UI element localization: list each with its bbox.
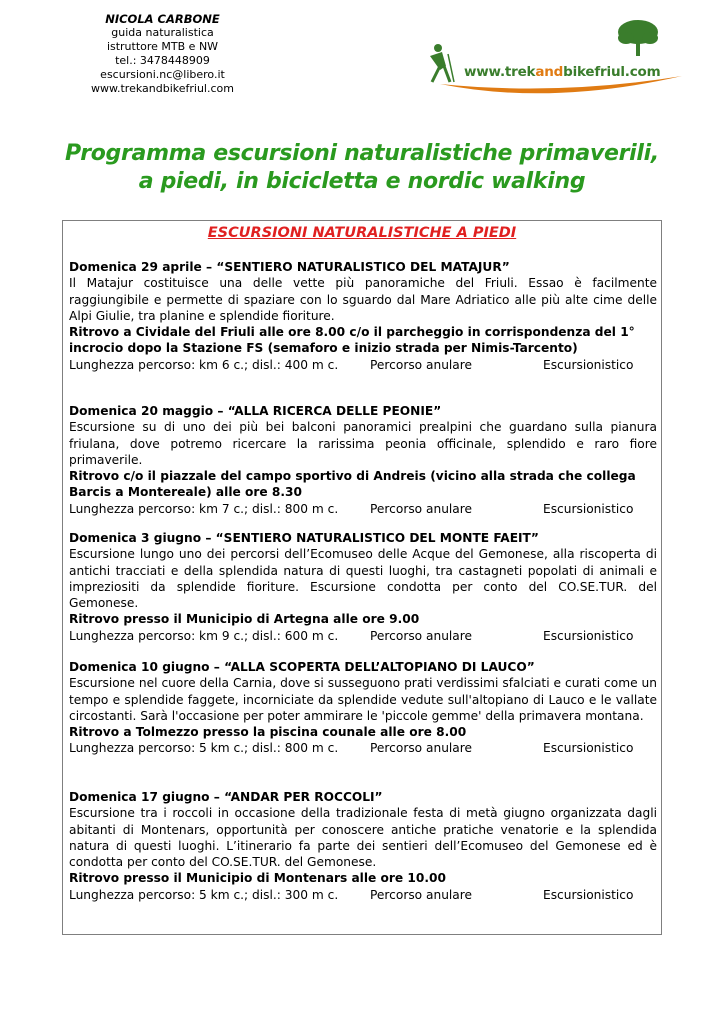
guide-name: NICOLA CARBONE xyxy=(105,12,220,26)
page-title xyxy=(0,140,724,196)
event-type: Escursionistico xyxy=(543,628,634,643)
event-length: Lunghezza percorso: km 9 c.; disl.: 600 m c. xyxy=(69,628,339,643)
event-info xyxy=(69,357,657,373)
event-heading: Domenica 3 giugno – “SENTIERO NATURALISTICO DEL MONTE FAEIT” xyxy=(69,531,539,545)
event-length: Lunghezza percorso: 5 km c.; disl.: 300 m c. xyxy=(69,887,339,902)
event-route: Percorso anulare xyxy=(370,741,473,756)
event-description: Escursione lungo uno dei percorsi dell’Ecomuseo delle Acque del Gemonese, alla riscoperta di antichi tracciati e della splendida natura di questi luoghi, tra castagneti popolati di animali e impreziositi da splendide fioriture. Escursione condotta per conto del CO.SE.TUR. del Gemonese. xyxy=(69,547,657,611)
event-route: Percorso anulare xyxy=(370,357,473,372)
tree-icon xyxy=(618,20,658,56)
event-meeting: Ritrovo presso il Municipio di Montenars alle ore 10.00 xyxy=(69,871,446,886)
site-logo[interactable] xyxy=(420,18,690,98)
event-type: Escursionistico xyxy=(543,887,634,902)
event-heading: Domenica 29 aprile – “SENTIERO NATURALISTICO DEL MATAJUR” xyxy=(69,260,510,274)
logo-text-prefix: www.trek xyxy=(464,64,536,80)
event-route: Percorso anulare xyxy=(370,501,473,516)
event-type: Escursionistico xyxy=(543,501,634,516)
event-meeting: Ritrovo a Cividale del Friuli alle ore 8.00 c/o il parcheggio in corrispondenza del 1° incrocio dopo la Stazione FS (semaforo e inizio strada per Nimis-Tarcento) xyxy=(69,325,635,356)
event-description: Il Matajur costituisce una delle vette più panoramiche del Friuli. Essao è facilmente raggiungibile e permette di spaziare con lo sguardo dal Mare Adriatico alle più alte cime delle Alpi Giulie, tra planine e splendide fioriture. xyxy=(69,276,657,323)
event-type: Escursionistico xyxy=(543,741,634,756)
event-description: Escursione tra i roccoli in occasione della tradizionale festa di metà giugno organizzata dagli abitanti di Montenars, opportunità per conoscere antiche pratiche venatorie e la splendida natura di questi luoghi. L’itinerario fa parte dei sentieri dell’Ecomuseo del Gemonese ed è condotta per conto del CO.SE.TUR. del Gemonese. xyxy=(69,806,657,870)
event-item xyxy=(69,789,657,903)
event-info xyxy=(69,501,657,517)
event-heading: Domenica 20 maggio – “ALLA RICERCA DELLE PEONIE” xyxy=(69,404,442,418)
event-description: Escursione su di uno dei più bei balconi panoramici prealpini che guardano sulla pianura friulana, dove potremo ricercare la rarissima peonia officinale, splendido e raro fiore primaverile. xyxy=(69,420,657,467)
event-item xyxy=(69,403,657,517)
contact-block xyxy=(70,12,255,96)
event-info xyxy=(69,628,657,644)
logo-text xyxy=(464,64,660,80)
event-description: Escursione nel cuore della Carnia, dove si susseguono prati verdissimi sfalciati e curati come un tempo e splendide faggete, incorniciate da splendide vedute sull'altopiano di Lauco e le vallate circostanti. Sarà l'occasione per poter ammirare le 'piccole gemme' della primavera montana. xyxy=(69,676,657,723)
event-meeting: Ritrovo c/o il piazzale del campo sportivo di Andreis (vicino alla strada che collega Barcis a Montereale) alle ore 8.30 xyxy=(69,469,636,500)
event-length: Lunghezza percorso: 5 km c.; disl.: 800 m c. xyxy=(69,741,339,756)
event-route: Percorso anulare xyxy=(370,628,473,643)
event-route: Percorso anulare xyxy=(370,887,473,902)
event-type: Escursionistico xyxy=(543,357,634,372)
event-info xyxy=(69,887,657,903)
event-meeting: Ritrovo presso il Municipio di Artegna alle ore 9.00 xyxy=(69,612,420,627)
contact-line-role: guida naturalistica xyxy=(111,26,214,39)
page-title-line-1: Programma escursioni naturalistiche primaverili, xyxy=(65,141,659,166)
event-item xyxy=(69,530,657,644)
contact-line-phone: tel.: 3478448909 xyxy=(115,54,210,67)
contact-line-website[interactable]: www.trekandbikefriul.com xyxy=(91,82,234,95)
event-meeting: Ritrovo a Tolmezzo presso la piscina counale alle ore 8.00 xyxy=(69,725,467,740)
contact-line-email[interactable]: escursioni.nc@libero.it xyxy=(100,68,225,81)
event-length: Lunghezza percorso: km 6 c.; disl.: 400 m c. xyxy=(69,357,339,372)
event-item xyxy=(69,259,657,373)
event-heading: Domenica 10 giugno – “ALLA SCOPERTA DELL’ALTOPIANO DI LAUCO” xyxy=(69,660,535,674)
section-title: ESCURSIONI NATURALISTICHE A PIEDI xyxy=(207,225,517,241)
logo-text-mid: and xyxy=(535,64,564,80)
event-heading: Domenica 17 giugno – “ANDAR PER ROCCOLI” xyxy=(69,790,383,804)
hiker-icon xyxy=(430,44,454,82)
page-title-line-2: a piedi, in bicicletta e nordic walking xyxy=(138,169,586,194)
event-info xyxy=(69,740,657,756)
logo-graphic xyxy=(420,18,690,98)
contact-line-instructor: istruttore MTB e NW xyxy=(106,40,219,53)
event-length: Lunghezza percorso: km 7 c.; disl.: 800 m c. xyxy=(69,501,339,516)
logo-text-suffix: bikefriul.com xyxy=(563,64,661,80)
event-item xyxy=(69,659,657,756)
